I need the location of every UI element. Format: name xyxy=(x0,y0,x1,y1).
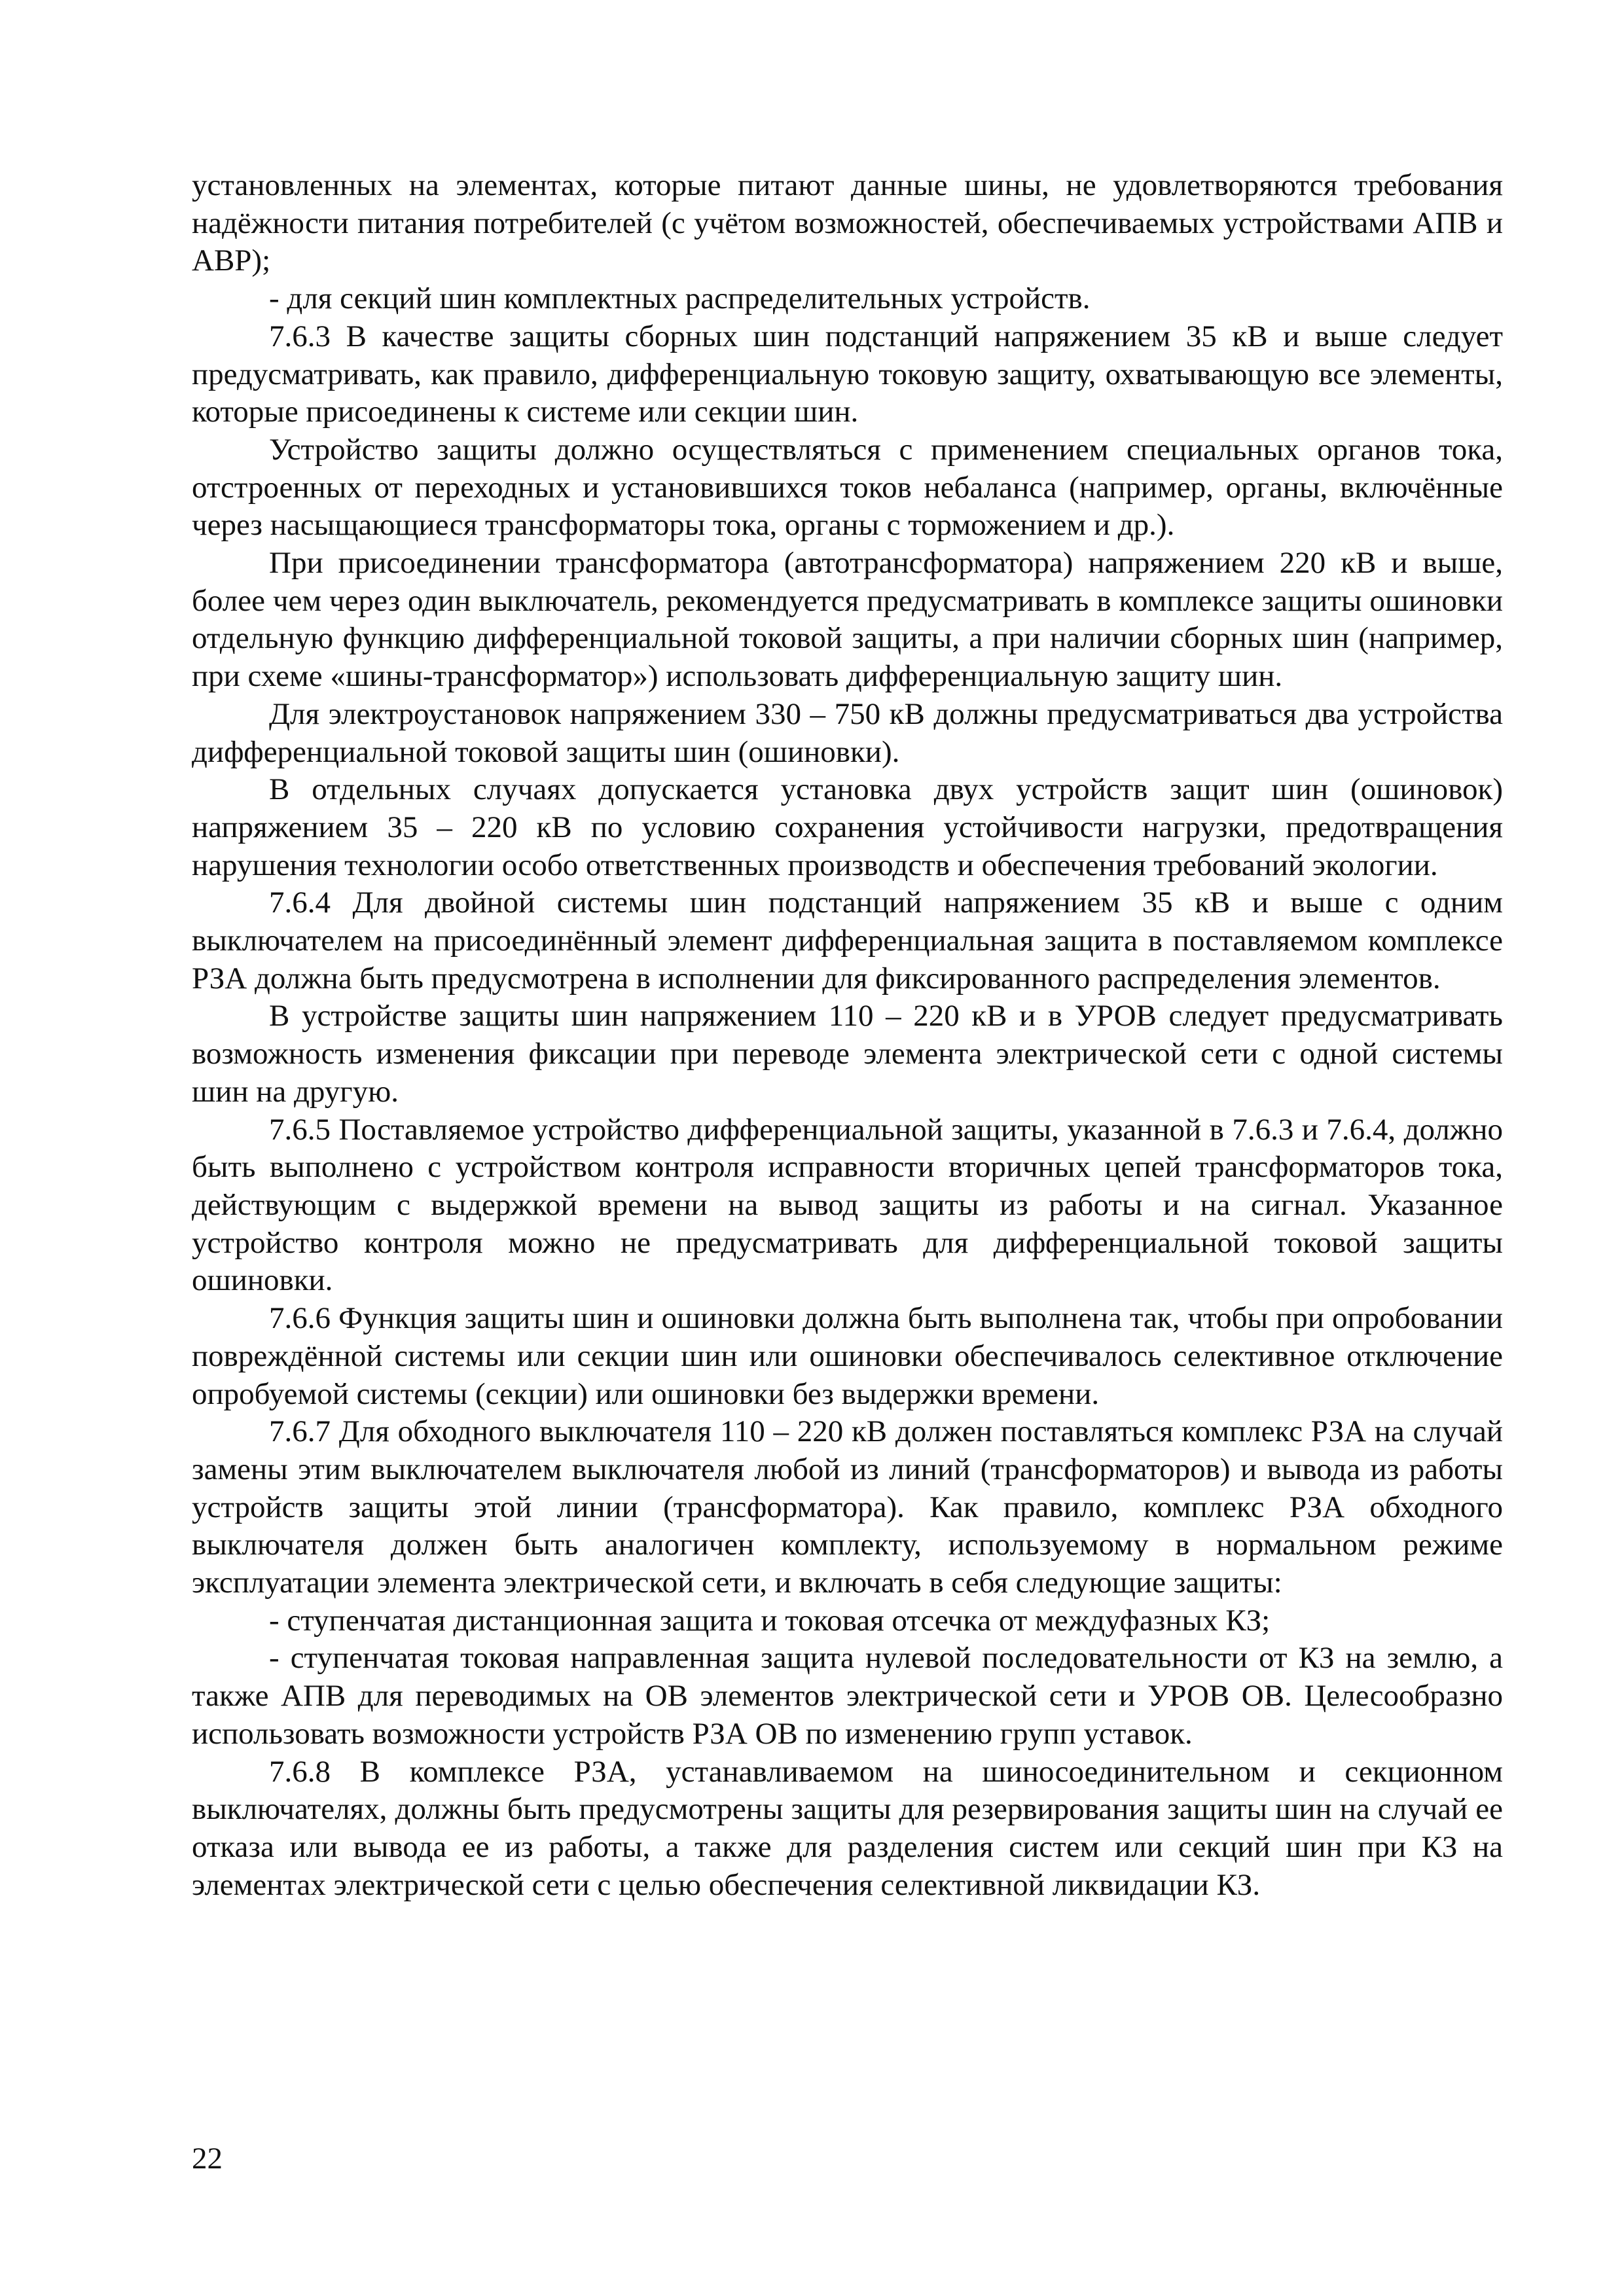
paragraph: Для электроустановок напряжением 330 – 750 кВ должны предусматриваться два устройства дифференциальной токовой защиты шин (ошиновки). xyxy=(192,696,1503,769)
paragraph-7-6-7: 7.6.7 Для обходного выключателя 110 – 220 кВ должен поставляться комплекс РЗА на случай замены этим выключателем выключателя любой из линий (трансформаторов) и вывода из работы устройств защиты этой линии (трансформатора). Как правило, комплекс РЗА обходного выключателя должен быть аналогичен комплекту, используемому в нормальном режиме эксплуатации элемента электрической сети, и включать в себя следующие защиты: xyxy=(192,1414,1503,1600)
paragraph: В отдельных случаях допускается установка двух устройств защит шин (ошиновок) напряжением 35 – 220 кВ по условию сохранения устойчивости нагрузки, предотвращения нарушения технологии особо ответственных производств и обеспечения требований экологии. xyxy=(192,772,1503,882)
paragraph-7-6-4: 7.6.4 Для двойной системы шин подстанций напряжением 35 кВ и выше с одним выключателем на присоединённый элемент дифференциальная защита в поставляемом комплексе РЗА должна быть предусмотрена в исполнении для фиксированного распределения элементов. xyxy=(192,886,1503,996)
paragraph: Устройство защиты должно осуществляться с применением специальных органов тока, отстроенных от переходных и установившихся токов небаланса (например, органы, включённые через насыщающиеся трансформаторы тока, органы с торможением и др.). xyxy=(192,432,1503,543)
paragraph-continuation: установленных на элементах, которые питают данные шины, не удовлетворяются требования надёжности питания потребителей (с учётом возможностей, обеспечиваемых устройствами АПВ и АВР); xyxy=(192,168,1503,278)
paragraph-7-6-5: 7.6.5 Поставляемое устройство дифференциальной защиты, указанной в 7.6.3 и 7.6.4, должно быть выполнено с устройством контроля исправности вторичных цепей трансформаторов тока, действующим с выдержкой времени на вывод защиты из работы и на сигнал. Указанное устройство контроля можно не предусматривать для дифференциальной токовой защиты ошиновки. xyxy=(192,1112,1503,1298)
list-item: - ступенчатая дистанционная защита и токовая отсечка от междуфазных КЗ; xyxy=(269,1603,1271,1638)
page-number: 22 xyxy=(192,2142,223,2176)
list-item: - для секций шин комплектных распределительных устройств. xyxy=(269,281,1091,316)
paragraph: При присоединении трансформатора (автотрансформатора) напряжением 220 кВ и выше, более чем через один выключатель, рекомендуется предусматривать в комплексе защиты ошиновки отдельную функцию дифференциальной токовой защиты, а при наличии сборных шин (например, при схеме «шины-трансформатор») использовать дифференциальную защиту шин. xyxy=(192,546,1503,694)
paragraph-7-6-6: 7.6.6 Функция защиты шин и ошиновки должна быть выполнена так, чтобы при опробовании повреждённой системы или секции шин или ошиновки обеспечивалось селективное отключение опробуемой системы (секции) или ошиновки без выдержки времени. xyxy=(192,1301,1503,1411)
list-item: - ступенчатая токовая направленная защита нулевой последовательности от КЗ на землю, а также АПВ для переводимых на ОВ элементов электрической сети и УРОВ ОВ. Целесообразно использовать возможности устройств РЗА ОВ по изменению групп уставок. xyxy=(192,1641,1503,1751)
paragraph-7-6-3: 7.6.3 В качестве защиты сборных шин подстанций напряжением 35 кВ и выше следует предусматривать, как правило, дифференциальную токовую защиту, охватывающую все элементы, которые присоединены к системе или секции шин. xyxy=(192,319,1503,429)
paragraph: В устройстве защиты шин напряжением 110 – 220 кВ и в УРОВ следует предусматривать возможность изменения фиксации при переводе элемента электрической сети с одной системы шин на другую. xyxy=(192,999,1503,1109)
paragraph-7-6-8: 7.6.8 В комплексе РЗА, устанавливаемом на шиносоединительном и секционном выключателях, должны быть предусмотрены защиты для резервирования защиты шин на случай ее отказа или вывода ее из работы, а также для разделения систем или секций шин при КЗ на элементах электрической сети с целью обеспечения селективной ликвидации КЗ. xyxy=(192,1754,1503,1902)
body-text xyxy=(192,167,1503,1904)
